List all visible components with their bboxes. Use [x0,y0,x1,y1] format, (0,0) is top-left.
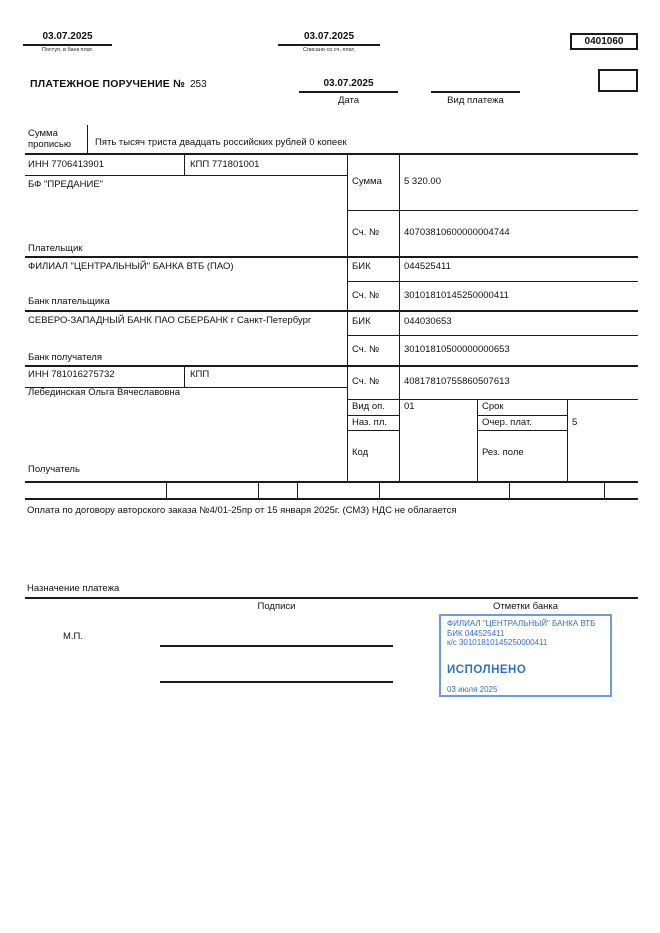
payer-bank-account-label: Сч. № [352,290,380,301]
op-type-label: Вид оп. [352,401,385,412]
tick-line [258,481,259,498]
stamp-status: ИСПОЛНЕНО [447,663,527,676]
hline-major [25,481,638,483]
stamp-bik: БИК 044525411 [447,628,505,638]
tick-line [297,481,298,498]
hline-bik1 [347,281,638,282]
amount-value: 5 320.00 [404,176,441,187]
payer-bank-name: ФИЛИАЛ "ЦЕНТРАЛЬНЫЙ" БАНКА ВТБ (ПАО) [28,261,234,272]
payer-bank-caption: Банк плательщика [28,296,110,307]
hline-inn1 [25,175,347,176]
payer-inn: ИНН 7706413901 [28,159,105,170]
hline-purpose [25,597,638,599]
payee-bank-account-value: 30101810500000000653 [404,344,510,355]
hline-major [25,310,638,312]
op-grid-divider-2 [567,399,568,481]
reserve-field-label: Рез. поле [482,447,524,458]
signature-line-1 [160,645,393,647]
payment-type-caption: Вид платежа [447,95,504,106]
bank-marks-caption: Отметки банка [492,601,559,612]
payee-bank-name: СЕВЕРО-ЗАПАДНЫЙ БАНК ПАО СБЕРБАНК г Санкт-Петербург [28,315,312,326]
amount-words-label-1: Сумма [28,128,58,139]
payer-name: БФ "ПРЕДАНИЕ" [28,179,104,190]
payer-bank-account-value: 30101810145250000411 [404,290,509,301]
term-label: Срок [482,401,504,412]
hline-amount [347,210,638,211]
hline-op1b [477,415,567,416]
doc-date: 03.07.2025 [323,78,374,89]
amount-label: Сумма [352,176,382,187]
naz-pl-label: Наз. пл. [352,417,387,428]
kpp-divider-1 [184,153,185,175]
priority-value: 5 [572,417,578,428]
hline-op1a [347,415,399,416]
payee-account-label: Сч. № [352,376,380,387]
seal-label: М.П. [63,631,84,642]
bank-stamp [439,614,612,697]
hline-op2b [477,430,567,431]
hline-op2a [347,430,399,431]
payee-kpp-label: КПП [190,369,210,380]
tick-line [166,481,167,498]
doc-date-underline [299,91,398,93]
payer-account-value: 40703810600000004744 [404,227,510,238]
hline-major [25,498,638,500]
stamp-corr-account: к/с 30101810145250000411 [447,638,548,647]
debited-date: 03.07.2025 [303,31,355,42]
signatures-caption: Подписи [257,601,296,612]
signature-line-2 [160,681,393,683]
op-type-value: 01 [404,401,415,412]
hline-major [25,256,638,258]
title-text: ПЛАТЕЖНОЕ ПОРУЧЕНИЕ № [30,78,185,90]
received-date: 03.07.2025 [42,31,93,42]
code-label: Код [352,447,369,458]
label-value-divider [399,153,400,481]
payee-bank-bik-value: 044030653 [404,316,452,327]
form-code-box [570,33,638,50]
payer-bank-bik-label: БИК [352,261,371,272]
purpose-text: Оплата по договору авторского заказа №4/01-25пр от 15 января 2025г. (СМЗ) НДС не облагается [27,505,457,516]
hline-account [347,399,638,400]
hline-major [25,365,638,367]
op-grid-divider-1 [477,399,478,481]
stamp-bank-name: ФИЛИАЛ "ЦЕНТРАЛЬНЫЙ" БАНКА ВТБ [447,619,596,628]
payee-account-value: 40817810755860507613 [404,376,510,387]
payer-caption: Плательщик [28,243,83,254]
received-date-underline [23,44,112,46]
amount-words-label-2: прописью [28,139,71,150]
amount-words-divider [87,125,88,153]
page-title [30,78,207,90]
tick-line [509,481,510,498]
payee-inn: ИНН 781016275732 [28,369,115,380]
purpose-caption: Назначение платежа [27,583,120,594]
form-code: 0401060 [584,36,624,47]
hline-major [25,153,638,155]
payee-bank-caption: Банк получателя [28,352,102,363]
tick-line [604,481,605,498]
payee-caption: Получатель [28,464,80,475]
date-caption: Дата [337,95,360,106]
payee-name: Лебединская Ольга Вячеславовна [28,387,181,398]
hline-bik2 [347,335,638,336]
reserve-box [598,69,638,92]
doc-number: 253 [190,79,207,90]
stamp-date: 03 июля 2025 [447,684,498,694]
right-block-divider [347,153,348,481]
payment-type-underline [431,91,520,93]
payee-bank-bik-label: БИК [352,316,371,327]
payer-account-label: Сч. № [352,227,380,238]
tick-line [379,481,380,498]
payee-bank-account-label: Сч. № [352,344,380,355]
debited-date-underline [278,44,380,46]
received-caption: Поступ. в банк плат. [41,47,94,53]
debited-caption: Списано со сч. плат. [302,47,356,53]
kpp-divider-2 [184,365,185,387]
amount-words-value: Пять тысяч триста двадцать российских рублей 0 копеек [95,137,347,148]
priority-label: Очер. плат. [482,417,532,428]
payer-kpp: КПП 771801001 [190,159,260,170]
payer-bank-bik-value: 044525411 [404,261,451,272]
